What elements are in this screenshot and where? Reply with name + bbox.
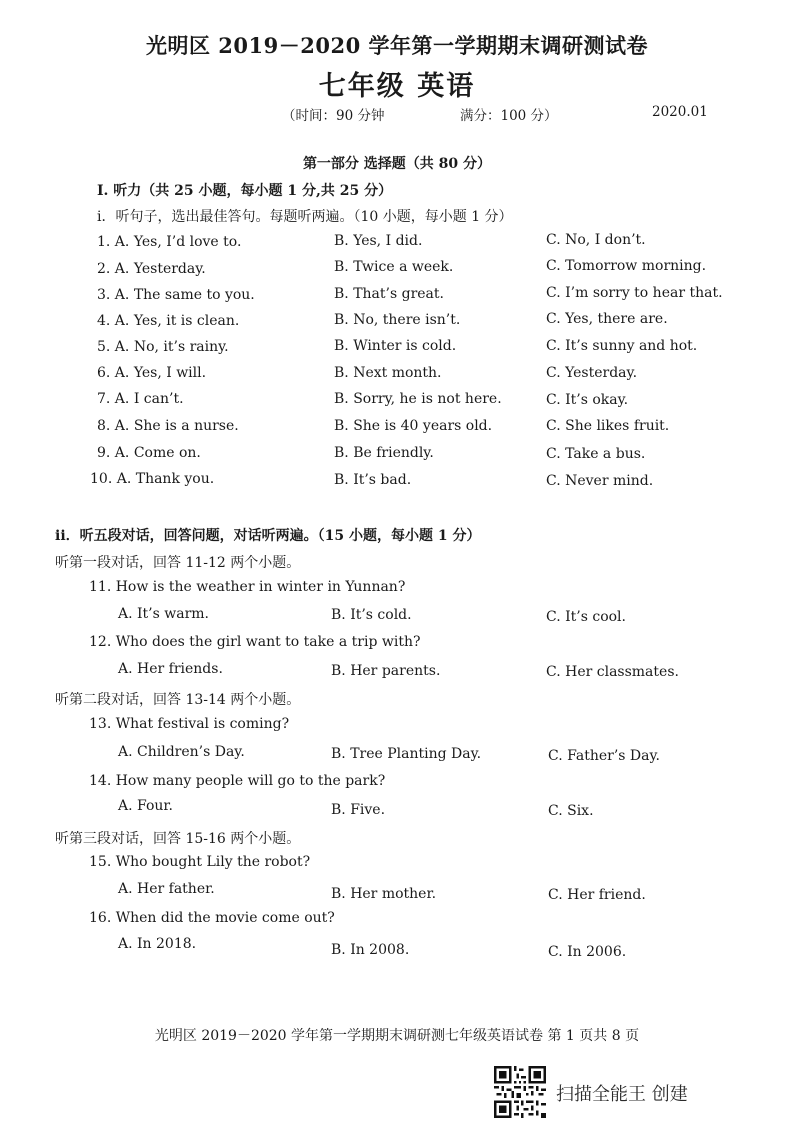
q11-stem: 11. How is the weather in winter in Yunnan? <box>89 579 406 595</box>
exam-time: （时间：90 分钟 <box>282 108 385 124</box>
q10-option-a: 10. A. Thank you. <box>90 471 215 487</box>
subpart-heading-ii: ii．听五段对话，回答问题，对话听两遍。（15 小题，每小题 1 分） <box>55 528 481 544</box>
q6-option-a: 6. A. Yes, I will. <box>97 365 207 381</box>
q16-stem: 16. When did the movie come out? <box>89 910 335 926</box>
q8-option-a: 8. A. She is a nurse. <box>97 418 239 434</box>
q5-option-a: 5. A. No, it’s rainy. <box>97 339 229 355</box>
section-title: 第一部分 选择题（共 80 分） <box>302 156 492 172</box>
q15-option-a: A. Her father. <box>118 881 215 897</box>
q11-option-c: C. It’s cool. <box>546 609 626 625</box>
q9-option-c: C. Take a bus. <box>546 446 646 462</box>
q15-stem: 15. Who bought Lily the robot? <box>89 854 311 870</box>
q1-option-c: C. No, I don’t. <box>546 232 646 248</box>
part-heading-listening: I. 听力（共 25 小题，每小题 1 分,共 25 分） <box>97 183 393 199</box>
q4-option-a: 4. A. Yes, it is clean. <box>97 313 240 329</box>
q16-option-b: B. In 2008. <box>331 942 410 958</box>
q12-stem: 12. Who does the girl want to take a trip with? <box>89 634 421 650</box>
q10-option-b: B. It’s bad. <box>334 472 412 488</box>
q9-option-a: 9. A. Come on. <box>97 445 201 461</box>
dialog-1-instruction: 听第一段对话，回答 11-12 两个小题。 <box>55 555 301 571</box>
q7-option-a: 7. A. I can’t. <box>97 391 184 407</box>
exam-subtitle: 七年级 英语 <box>318 71 476 102</box>
q16-option-c: C. In 2006. <box>548 944 627 960</box>
exam-score: 满分：100 分） <box>460 108 558 124</box>
page-footer: 光明区 2019－2020 学年第一学期期末调研测七年级英语试卷 第 1 页共 8 页 <box>154 1028 640 1044</box>
q12-option-b: B. Her parents. <box>331 663 441 679</box>
q1-option-a: 1. A. Yes, I’d love to. <box>97 234 242 250</box>
q14-option-a: A. Four. <box>118 798 174 814</box>
q12-option-a: A. Her friends. <box>118 661 223 677</box>
q13-option-b: B. Tree Planting Day. <box>331 746 482 762</box>
q11-option-b: B. It’s cold. <box>331 607 412 623</box>
q15-option-c: C. Her friend. <box>548 887 646 903</box>
q16-option-a: A. In 2018. <box>118 936 197 952</box>
q7-option-b: B. Sorry, he is not here. <box>334 391 502 407</box>
q2-option-c: C. Tomorrow morning. <box>546 258 707 274</box>
q15-option-b: B. Her mother. <box>331 886 437 902</box>
qr-code-icon <box>494 1066 546 1118</box>
q9-option-b: B. Be friendly. <box>334 445 434 461</box>
subpart-heading-i: i．听句子，选出最佳答句。每题听两遍。（10 小题，每小题 1 分） <box>97 209 513 225</box>
dialog-3-instruction: 听第三段对话，回答 15-16 两个小题。 <box>55 831 301 847</box>
q2-option-a: 2. A. Yesterday. <box>97 261 206 277</box>
q12-option-c: C. Her classmates. <box>546 664 679 680</box>
q13-option-c: C. Father’s Day. <box>548 748 660 764</box>
q13-stem: 13. What festival is coming? <box>89 716 290 732</box>
exam-date: 2020.01 <box>652 104 708 120</box>
q13-option-a: A. Children’s Day. <box>118 744 245 760</box>
q3-option-c: C. I’m sorry to hear that. <box>546 285 723 301</box>
q6-option-b: B. Next month. <box>334 365 442 381</box>
q3-option-a: 3. A. The same to you. <box>97 287 255 303</box>
q14-option-c: C. Six. <box>548 803 594 819</box>
q10-option-c: C. Never mind. <box>546 473 654 489</box>
q4-option-c: C. Yes, there are. <box>546 311 668 327</box>
q1-option-b: B. Yes, I did. <box>334 233 423 249</box>
q8-option-b: B. She is 40 years old. <box>334 418 493 434</box>
q14-stem: 14. How many people will go to the park? <box>89 773 386 789</box>
q6-option-c: C. Yesterday. <box>546 365 638 381</box>
q5-option-c: C. It’s sunny and hot. <box>546 338 698 354</box>
q4-option-b: B. No, there isn’t. <box>334 312 461 328</box>
scanner-watermark: 扫描全能王 创建 <box>556 1084 688 1105</box>
q11-option-a: A. It’s warm. <box>118 606 209 622</box>
q7-option-c: C. It’s okay. <box>546 392 629 408</box>
exam-title: 光明区 2019－2020 学年第一学期期末调研测试卷 <box>145 33 648 58</box>
q3-option-b: B. That’s great. <box>334 286 444 302</box>
q8-option-c: C. She likes fruit. <box>546 418 670 434</box>
q14-option-b: B. Five. <box>331 802 386 818</box>
dialog-2-instruction: 听第二段对话，回答 13-14 两个小题。 <box>55 692 301 708</box>
q2-option-b: B. Twice a week. <box>334 259 454 275</box>
q5-option-b: B. Winter is cold. <box>334 338 457 354</box>
